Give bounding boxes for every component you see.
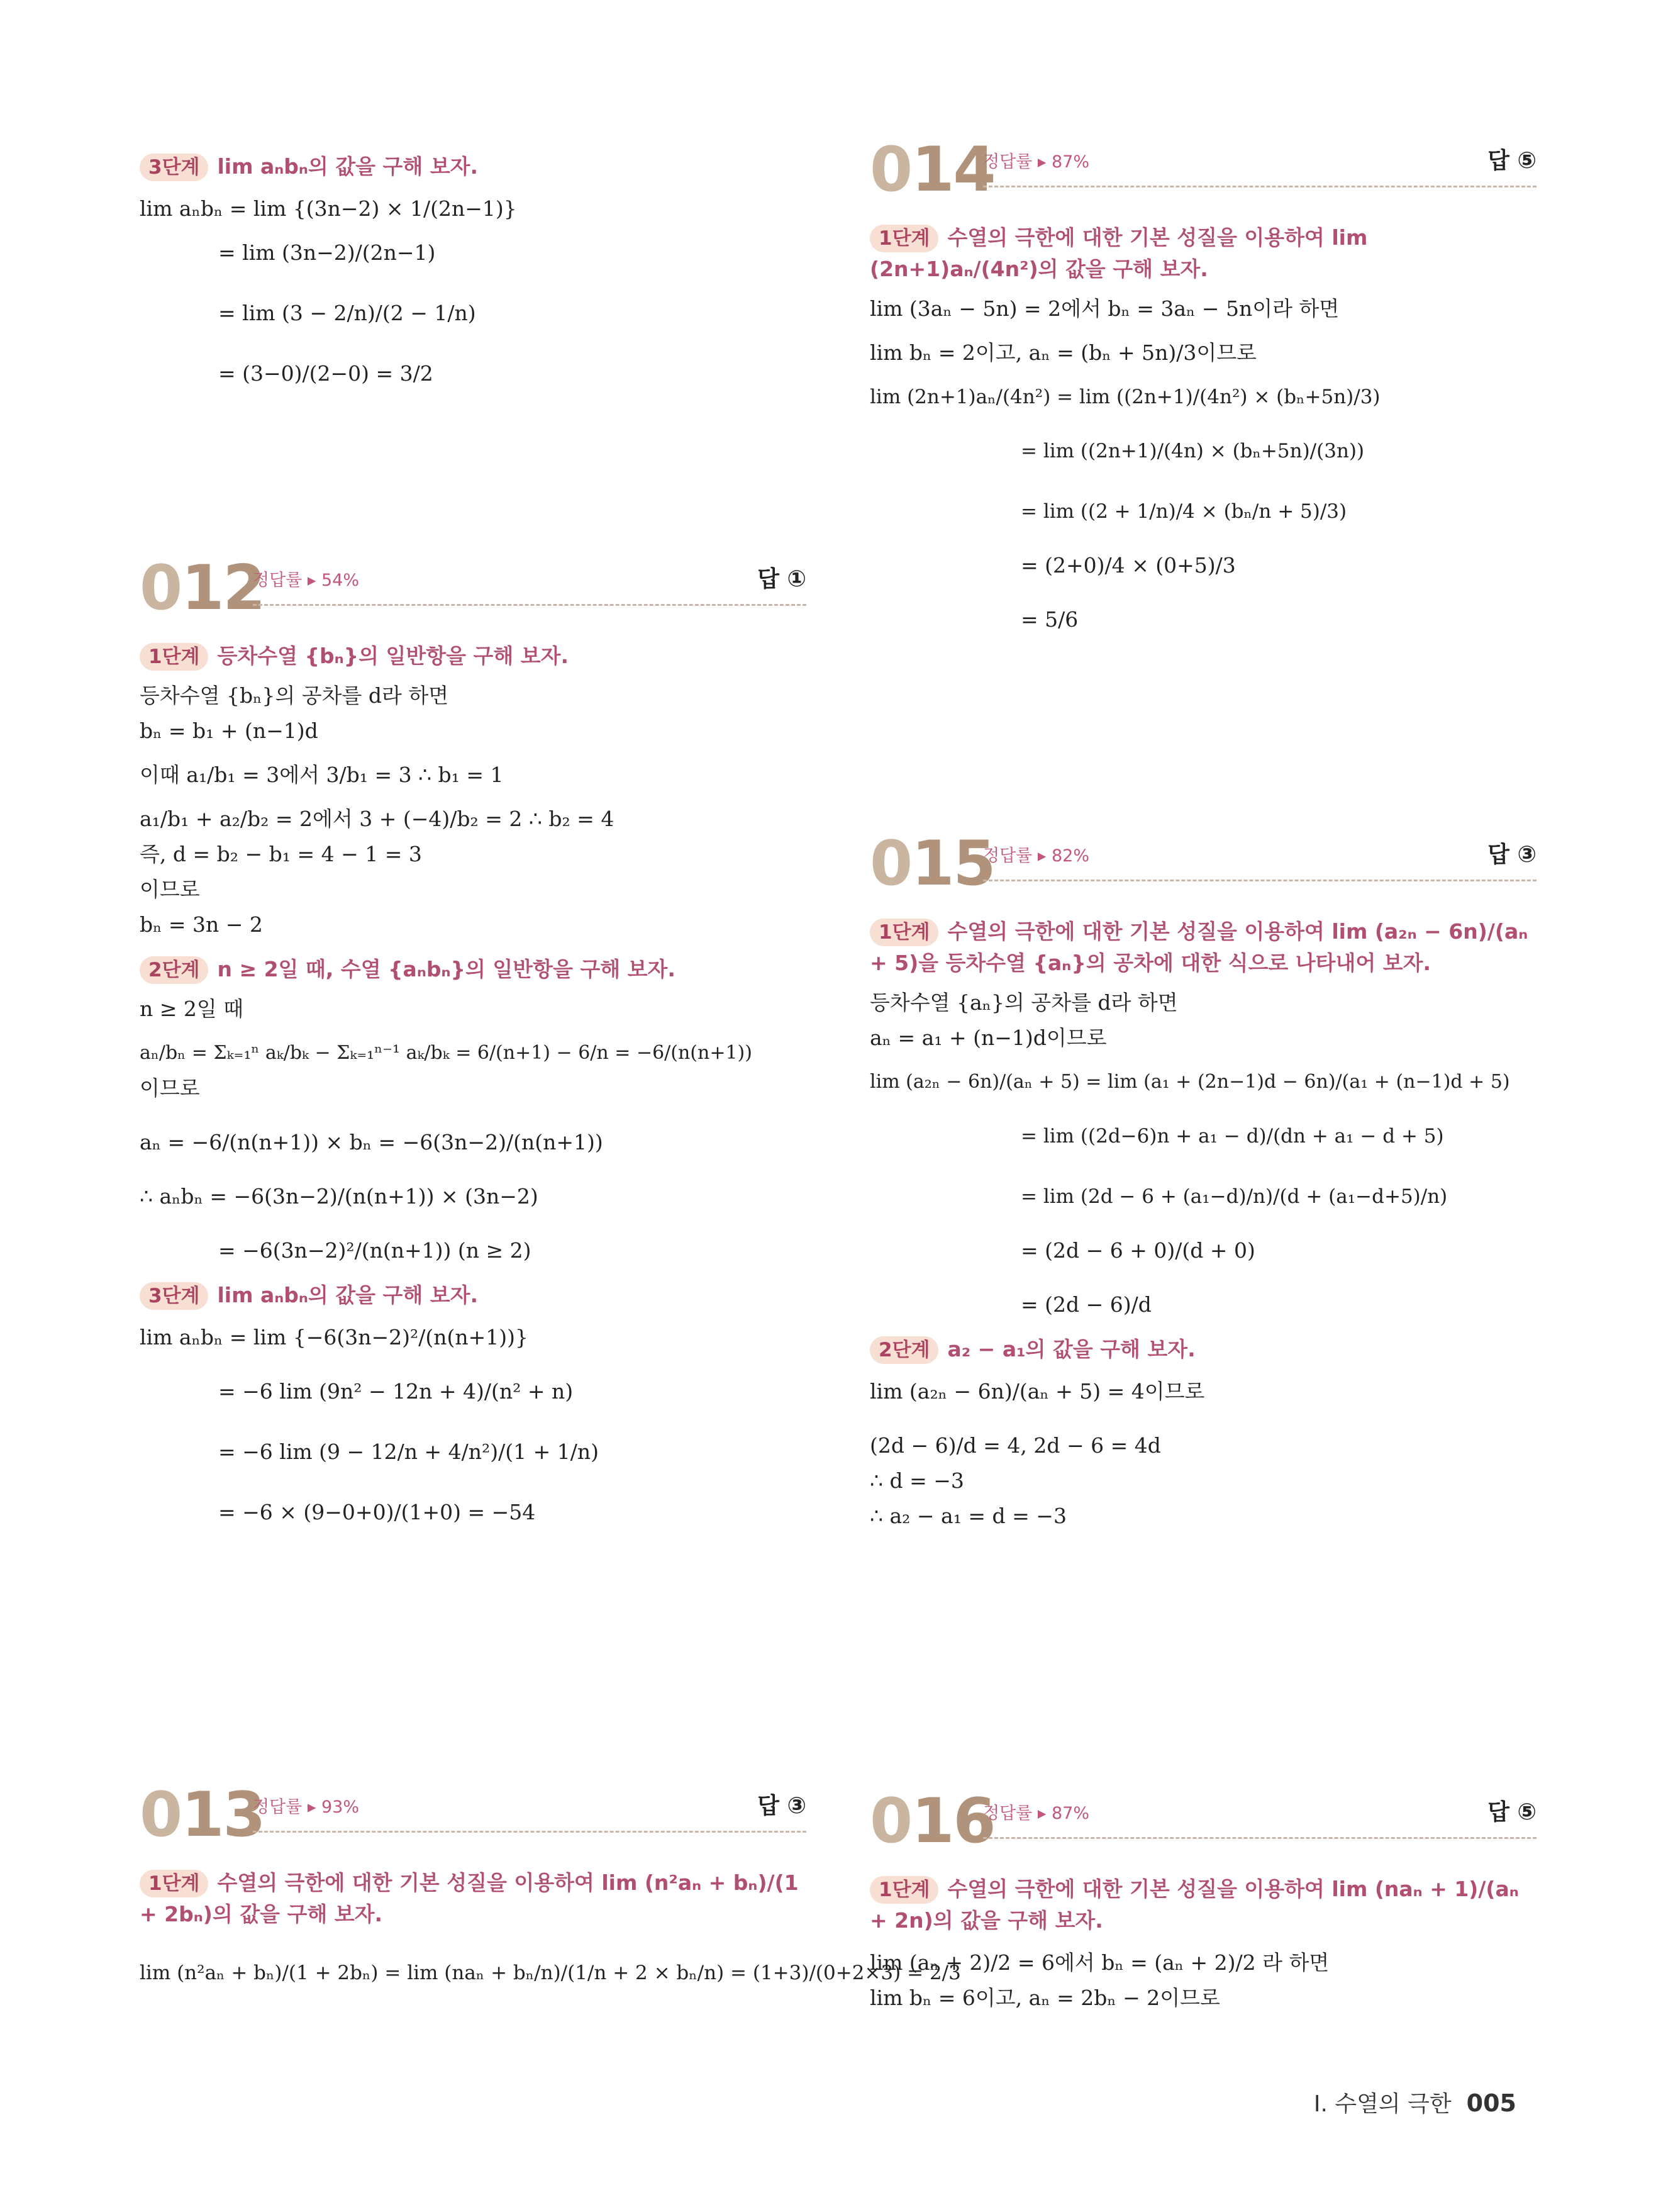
math-line: = (2+0)/4 × (0+5)/3 xyxy=(1021,553,1236,578)
math-line: lim aₙbₙ = lim {(3n−2) × 1/(2n−1)} xyxy=(140,196,517,221)
problem-number: 016 xyxy=(870,1785,995,1857)
problem-header xyxy=(870,829,1537,905)
step-badge: 3단계 xyxy=(140,154,208,181)
math-line: = (2d − 6)/d xyxy=(1021,1292,1152,1317)
math-line: = lim (2d − 6 + (a₁−d)/n)/(d + (a₁−d+5)/n) xyxy=(1021,1185,1448,1208)
step-badge: 1단계 xyxy=(870,919,938,946)
math-line: 등차수열 {bₙ}의 공차를 d라 하면 xyxy=(140,683,449,708)
math-line: = −6(3n−2)²/(n(n+1)) (n ≥ 2) xyxy=(218,1238,531,1263)
step-heading xyxy=(870,222,1537,285)
math-line: bₙ = 3n − 2 xyxy=(140,912,263,937)
math-line: lim (3aₙ − 5n) = 2에서 bₙ = 3aₙ − 5n이라 하면 xyxy=(870,296,1340,321)
math-line: ∴ aₙbₙ = −6(3n−2)/(n(n+1)) × (3n−2) xyxy=(140,1184,538,1209)
step-text: 수열의 극한에 대한 기본 성질을 이용하여 lim (n²aₙ + bₙ)/(1 + 2bₙ)의 값을 구해 보자. xyxy=(140,1870,799,1926)
math-line: 즉, d = b₂ − b₁ = 4 − 1 = 3 xyxy=(140,842,422,866)
math-line: lim bₙ = 2이고, aₙ = (bₙ + 5n)/3이므로 xyxy=(870,340,1257,365)
math-line: a₁/b₁ + a₂/b₂ = 2에서 3 + (−4)/b₂ = 2 ∴ b₂ = 4 xyxy=(140,807,614,831)
problem-015 xyxy=(870,829,1537,1534)
math-line: aₙ = a₁ + (n−1)d이므로 xyxy=(870,1025,1107,1050)
step-heading xyxy=(140,151,806,182)
problem-number: 012 xyxy=(140,552,265,624)
math-line: 이므로 xyxy=(140,877,200,902)
step-heading xyxy=(870,1874,1537,1936)
problem-014 xyxy=(870,135,1537,637)
header-divider xyxy=(983,186,1537,187)
step-badge: 2단계 xyxy=(870,1336,938,1364)
math-line: lim (n²aₙ + bₙ)/(1 + 2bₙ) = lim (naₙ + bₙ/n)/(1/n + 2 × bₙ/n) = (1+3)/(0+2×3) = 2/3 xyxy=(140,1962,961,1984)
chapter-title: Ⅰ. 수열의 극한 xyxy=(1313,2091,1452,2117)
math-line: lim (a₂ₙ − 6n)/(aₙ + 5) = 4이므로 xyxy=(870,1379,1205,1404)
math-line: = lim ((2 + 1/n)/4 × (bₙ/n + 5)/3) xyxy=(1021,500,1347,523)
step-heading xyxy=(140,1280,806,1311)
problem-number: 013 xyxy=(140,1779,265,1851)
problem-header xyxy=(140,1780,806,1856)
problem-012 xyxy=(140,554,806,1530)
math-line: = (3−0)/(2−0) = 3/2 xyxy=(218,361,433,386)
step-heading xyxy=(140,1867,806,1930)
correct-rate: 정답률 ▸ 87% xyxy=(983,1804,1089,1823)
header-divider xyxy=(983,880,1537,881)
step-badge: 1단계 xyxy=(870,1876,938,1904)
correct-rate: 정답률 ▸ 93% xyxy=(253,1797,359,1817)
step-badge: 1단계 xyxy=(140,643,208,671)
math-line: = 5/6 xyxy=(1021,607,1079,632)
step-heading xyxy=(870,916,1537,979)
header-divider xyxy=(253,604,806,606)
step-heading xyxy=(140,954,806,985)
page-number: 005 xyxy=(1466,2089,1516,2117)
math-line: lim (a₂ₙ − 6n)/(aₙ + 5) = lim (a₁ + (2n−1)d − 6n)/(a₁ + (n−1)d + 5) xyxy=(870,1071,1510,1093)
math-line: 이므로 xyxy=(140,1076,200,1100)
step-text: lim aₙbₙ의 값을 구해 보자. xyxy=(217,1283,479,1307)
step-text: 수열의 극한에 대한 기본 성질을 이용하여 lim (a₂ₙ − 6n)/(aₙ + 5)을 등차수열 {aₙ}의 공차에 대한 식으로 나타내어 보자. xyxy=(870,919,1528,975)
step-text: a₂ − a₁의 값을 구해 보자. xyxy=(947,1337,1196,1361)
math-line: (2d − 6)/d = 4, 2d − 6 = 4d xyxy=(870,1433,1161,1458)
answer-label: 답 ③ xyxy=(757,1793,806,1819)
step-heading xyxy=(870,1334,1537,1365)
problem-header xyxy=(870,1787,1537,1862)
math-line: ∴ d = −3 xyxy=(870,1468,964,1493)
page-footer xyxy=(1314,2086,1516,2118)
math-line: = lim (3n−2)/(2n−1) xyxy=(218,240,436,265)
problem-016 xyxy=(870,1787,1537,2016)
step-badge: 1단계 xyxy=(140,1870,208,1897)
solution-011-tail xyxy=(140,140,806,391)
step-text: 등차수열 {bₙ}의 일반항을 구해 보자. xyxy=(217,644,569,668)
math-line: lim (aₙ + 2)/2 = 6에서 bₙ = (aₙ + 2)/2 라 하면 xyxy=(870,1950,1330,1975)
math-line: = −6 × (9−0+0)/(1+0) = −54 xyxy=(218,1500,536,1524)
math-line: ∴ a₂ − a₁ = d = −3 xyxy=(870,1504,1067,1528)
math-line: lim (2n+1)aₙ/(4n²) = lim ((2n+1)/(4n²) × (bₙ+5n)/3) xyxy=(870,386,1381,408)
step-badge: 2단계 xyxy=(140,956,208,984)
problem-header xyxy=(870,135,1537,211)
math-line: = lim ((2d−6)n + a₁ − d)/(dn + a₁ − d + 5) xyxy=(1021,1125,1444,1148)
math-line: aₙ/bₙ = Σₖ₌₁ⁿ aₖ/bₖ − Σₖ₌₁ⁿ⁻¹ aₖ/bₖ = 6/(n+1) − 6/n = −6/(n(n+1)) xyxy=(140,1042,752,1064)
answer-label: 답 ① xyxy=(757,566,806,592)
math-line: = −6 lim (9n² − 12n + 4)/(n² + n) xyxy=(218,1379,574,1404)
step-text: 수열의 극한에 대한 기본 성질을 이용하여 lim (naₙ + 1)/(aₙ + 2n)의 값을 구해 보자. xyxy=(870,1877,1519,1933)
step-text: 수열의 극한에 대한 기본 성질을 이용하여 lim (2n+1)aₙ/(4n²)의 값을 구해 보자. xyxy=(870,225,1368,281)
problem-number: 014 xyxy=(870,134,995,206)
step-heading xyxy=(140,640,806,672)
math-line: = lim (3 − 2/n)/(2 − 1/n) xyxy=(218,301,476,325)
step-text: lim aₙbₙ의 값을 구해 보자. xyxy=(217,154,479,179)
correct-rate: 정답률 ▸ 82% xyxy=(983,846,1089,866)
answer-label: 답 ⑤ xyxy=(1487,148,1537,174)
correct-rate: 정답률 ▸ 54% xyxy=(253,571,359,590)
step-badge: 1단계 xyxy=(870,225,938,252)
answer-label: 답 ③ xyxy=(1487,842,1537,868)
math-line: n ≥ 2일 때 xyxy=(140,997,244,1021)
math-line: = lim ((2n+1)/(4n) × (bₙ+5n)/(3n)) xyxy=(1021,440,1365,462)
problem-number: 015 xyxy=(870,828,995,900)
math-line: 이때 a₁/b₁ = 3에서 3/b₁ = 3 ∴ b₁ = 1 xyxy=(140,762,504,787)
math-line: 등차수열 {aₙ}의 공차를 d라 하면 xyxy=(870,990,1178,1015)
math-line: lim bₙ = 6이고, aₙ = 2bₙ − 2이므로 xyxy=(870,1986,1220,2010)
header-divider xyxy=(983,1837,1537,1839)
problem-header xyxy=(140,554,806,629)
math-line: = (2d − 6 + 0)/(d + 0) xyxy=(1021,1238,1255,1263)
header-divider xyxy=(253,1831,806,1833)
math-line: lim aₙbₙ = lim {−6(3n−2)²/(n(n+1))} xyxy=(140,1325,529,1349)
correct-rate: 정답률 ▸ 87% xyxy=(983,152,1089,172)
math-line: aₙ = −6/(n(n+1)) × bₙ = −6(3n−2)/(n(n+1)) xyxy=(140,1130,603,1154)
math-line: = −6 lim (9 − 12/n + 4/n²)/(1 + 1/n) xyxy=(218,1439,599,1464)
math-line: bₙ = b₁ + (n−1)d xyxy=(140,718,318,743)
step-badge: 3단계 xyxy=(140,1282,208,1310)
step-text: n ≥ 2일 때, 수열 {aₙbₙ}의 일반항을 구해 보자. xyxy=(217,957,675,981)
answer-label: 답 ⑤ xyxy=(1487,1799,1537,1825)
